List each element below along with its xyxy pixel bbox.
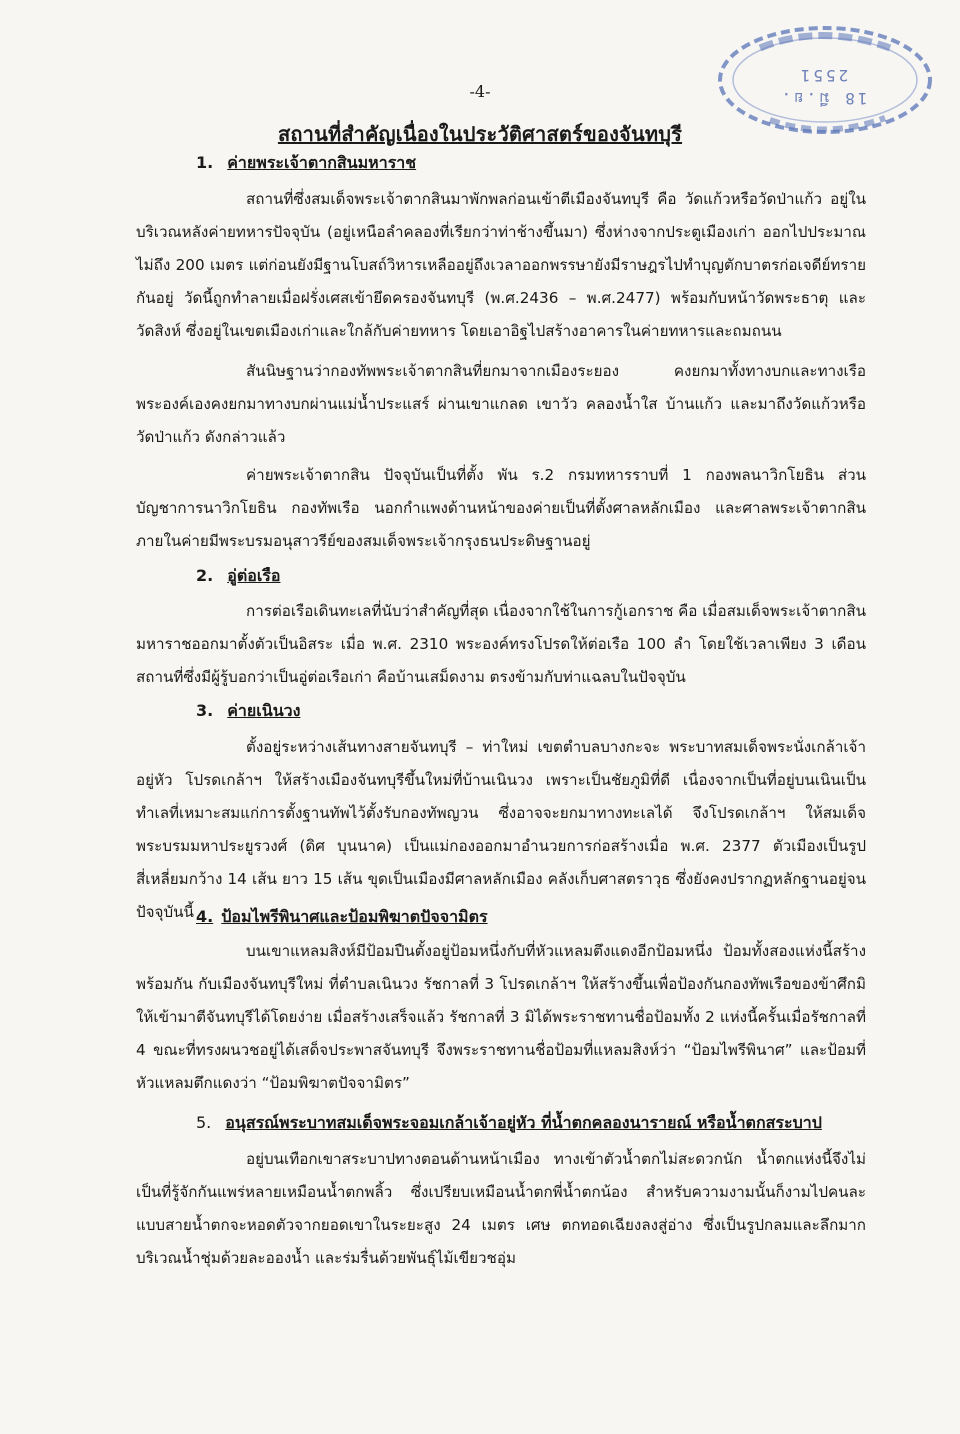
paragraph: ค่ายพระเจ้าตากสิน ปัจจุบันเป็นที่ตั้ง พัน ร.2 กรมทหารราบที่ 1 กองพลนาวิกโยธิน ส่วนบัญชาการนาวิกโยธิน กองทัพเรือ นอกกำแพงด้านหน้าของค่ายเป็นที่ตั้งศาลหลักเมือง และศาลพระเจ้าตากสิน ภายในค่ายมีพระบรมอนุสาวรีย์ของสมเด็จพระเจ้ากรุงธนประดิษฐานอยู่ <box>136 466 866 550</box>
stamp-date: 18 มี.ย. 2551 <box>778 66 868 108</box>
paragraph: การต่อเรือเดินทะเลที่นับว่าสำคัญที่สุด เนื่องจากใช้ในการกู้เอกราช คือ เมื่อสมเด็จพระเจ้าตากสินมหาราชออกมาตั้งตัวเป็นอิสระ เมื่อ พ.ศ. 2310 พระองค์ทรงโปรดให้ต่อเรือ 100 ลำ โดยใช้เวลาเพียง 3 เดือน สถานที่ซึ่งมีผู้รู้บอกว่าเป็นอู่ต่อเรือเก่า คือบ้านเสม็ดงาม ตรงข้ามกับท่าแฉลบในปัจจุบัน <box>136 602 866 686</box>
section-title: อู่ต่อเรือ <box>227 566 281 585</box>
section-number: 2. <box>196 566 214 585</box>
paragraph: สันนิษฐานว่ากองทัพพระเจ้าตากสินที่ยกมาจากเมืองระยอง คงยกมาทั้งทางบกและทางเรือ พระองค์เองคงยกมาทางบกผ่านแม่น้ำประแสร์ ผ่านเขาแกลด เขาวัว คลองน้ำใส บ้านแก้ว และมาถึงวัดแก้วหรือวัดป่าแก้ว ดังกล่าวแล้ว <box>136 362 866 446</box>
paragraph: สถานที่ซึ่งสมเด็จพระเจ้าตากสินมาพักพลก่อนเข้าตีเมืองจันทบุรี คือ วัดแก้วหรือวัดป่าแก้ว อยู่ในบริเวณหลังค่ายทหารปัจจุบัน (อยู่เหนือลำคลองที่เรียกว่าท่าช้างขึ้นมา) ซึ่งห่างจากประตูเมืองเก่า ออกไปประมาณไม่ถึง 200 เมตร แต่ก่อนยังมีฐานโบสถ์วิหารเหลืออยู่ถึงเวลาออกพรรษายังมีราษฎรไปทำบุญตักบาตรก่อเจดีย์ทรายกันอยู่ วัดนี้ถูกทำลายเมื่อฝรั่งเศสเข้ายึดครองจันทบุรี (พ.ศ.2436 – พ.ศ.2477) พร้อมกับหน้าวัดพระธาตุ และวัดสิงห์ ซึ่งอยู่ในเขตเมืองเก่าและใกล้กับค่ายทหาร โดยเอาอิฐไปสร้างอาคารในค่ายทหารและถมถนน <box>136 190 866 340</box>
section-heading-4 <box>196 906 488 928</box>
paragraph: อยู่บนเทือกเขาสระบาปทางตอนด้านหน้าเมือง ทางเข้าตัวน้ำตกไม่สะดวกนัก น้ำตกแห่งนี้จึงไม่เป็นที่รู้จักกันแพร่หลายเหมือนน้ำตกพลิ้ว ซึ่งเปรียบเหมือนน้ำตกพี่น้ำตกน้อง สำหรับความงามนั้นก็งามไปคนละแบบสายน้ำตกจะหอดตัวจากยอดเขาในระยะสูง 24 เมตร เศษ ตกทอดเฉียงลงสู่อ่าง ซึ่งเป็นรูปกลมและลึกมากบริเวณน้ำชุ่มด้วยละอองน้ำ และร่มรื่นด้วยพันธุ์ไม้เขียวชอุ่ม <box>136 1150 866 1267</box>
section-number: 5. <box>196 1113 212 1132</box>
paragraph: บนเขาแหลมสิงห์มีป้อมปืนตั้งอยู่ป้อมหนึ่งกับที่หัวแหลมตึงแดงอีกป้อมหนึ่ง ป้อมทั้งสองแห่งนี้สร้างพร้อมกัน กับเมืองจันทบุรีใหม่ ที่ตำบลเนินวง รัชกาลที่ 3 โปรดเกล้าฯ ให้สร้างขึ้นเพื่อป้องกันกองทัพเรือของข้าศึกมิให้เข้ามาตีจันทบุรีได้โดยง่าย เมื่อสร้างเสร็จแล้ว รัชกาลที่ 3 มิได้พระราชทานชื่อป้อมทั้ง 2 แห่งนี้ครั้นเมื่อรัชกาลที่ 4 ขณะที่ทรงผนวชอยู่ได้เสด็จประพาสจันทบุรี จึงพระราชทานชื่อป้อมที่แหลมสิงห์ว่า “ป้อมไพรีพินาศ” และป้อมที่หัวแหลมตึกแดงว่า “ป้อมพิฆาตปัจจามิตร” <box>136 942 866 1092</box>
section-heading-5 <box>196 1112 822 1134</box>
section-number: 1. <box>196 153 214 172</box>
page-title: สถานที่สำคัญเนื่องในประวัติศาสตร์ของจันทบุรี <box>277 122 683 146</box>
section-heading-1 <box>196 152 416 174</box>
section-title: อนุสรณ์พระบาทสมเด็จพระจอมเกล้าเจ้าอยู่หัว ที่น้ำตกคลองนารายณ์ หรือน้ำตกสระบาป <box>225 1113 822 1132</box>
section-heading-3 <box>196 700 300 722</box>
section-number: 3. <box>196 701 214 720</box>
section-title: ป้อมไพรีพินาศและป้อมพิฆาตปัจจามิตร <box>221 907 488 926</box>
section-title: ค่ายเนินวง <box>227 701 301 720</box>
paragraph: ตั้งอยู่ระหว่างเส้นทางสายจันทบุรี – ท่าใหม่ เขตตำบลบางกะจะ พระบาทสมเด็จพระนั่งเกล้าเจ้าอยู่หัว โปรดเกล้าฯ ให้สร้างเมืองจันทบุรีขึ้นใหม่ที่บ้านเนินวง เพราะเป็นชัยภูมิที่ดี เนื่องจากเป็นที่อยู่บนเนินเป็นทำเลที่เหมาะสมแก่การตั้งฐานทัพไว้ตั้งรับกองทัพญวน ซึ่งอาจจะยกมาทางทะเลได้ จึงโปรดเกล้าฯ ให้สมเด็จพระบรมมหาประยูรวงศ์ (ดิศ บุนนาค) เป็นแม่กองออกมาอำนวยการก่อสร้างเมื่อ พ.ศ. 2377 ตัวเมืองเป็นรูปสี่เหลี่ยมกว้าง 14 เส้น ยาว 15 เส้น ขุดเป็นเมืองมีศาลหลักเมือง คลังเก็บศาสตราวุธ ซึ่งยังคงปรากฏหลักฐานอยู่จนปัจจุบันนี้ <box>136 738 866 921</box>
section-heading-2 <box>196 565 281 587</box>
section-number: 4. <box>196 907 214 926</box>
section-title: ค่ายพระเจ้าตากสินมหาราช <box>227 153 417 172</box>
page-number: -4- <box>469 82 491 101</box>
